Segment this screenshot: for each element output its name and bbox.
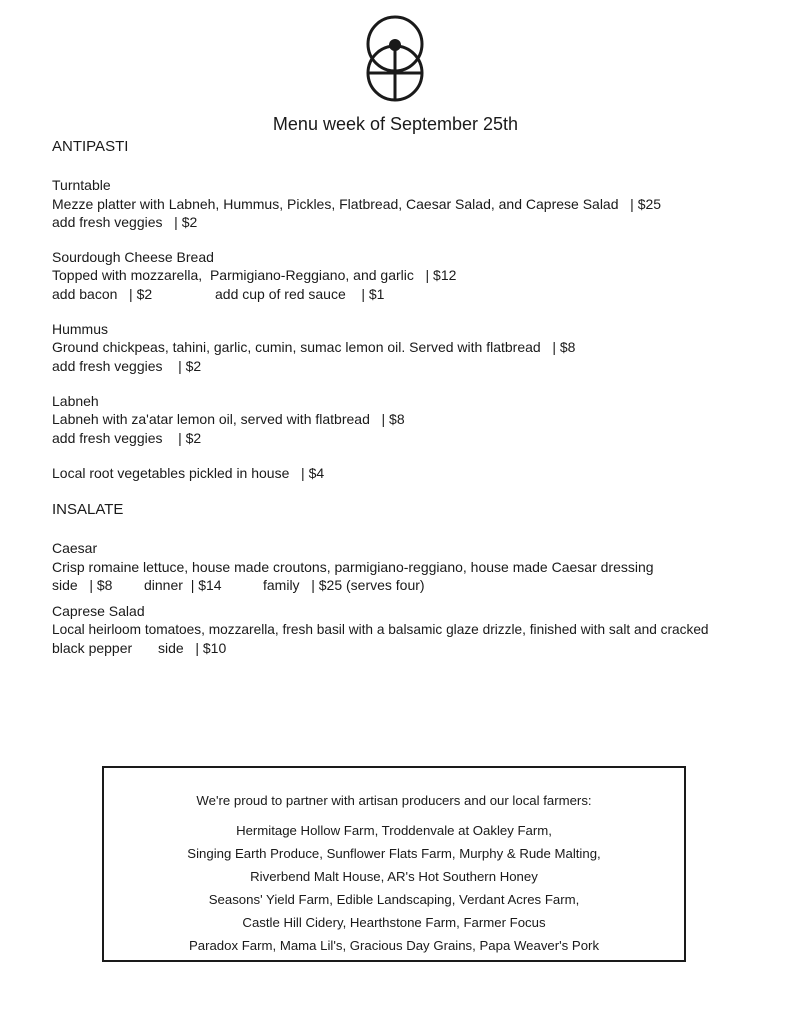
- menu-item-labneh: [52, 392, 772, 447]
- partners-box: [102, 766, 686, 962]
- item-description: Labneh with za'atar lemon oil, served with flatbread | $8: [52, 411, 405, 428]
- price-side: side | $8: [52, 577, 113, 594]
- item-addon: add cup of red sauce | $1: [215, 285, 385, 302]
- item-description-tail: black pepper: [52, 639, 133, 656]
- item-name: Sourdough Cheese Bread: [52, 249, 214, 266]
- item-description: Ground chickpeas, tahini, garlic, cumin, sumac lemon oil. Served with flatbread | $8: [52, 339, 576, 356]
- item-addon: add fresh veggies | $2: [52, 357, 202, 374]
- item-addons: [52, 285, 772, 303]
- section-heading: INSALATE: [52, 501, 124, 519]
- partners-line: Riverbend Malt House, AR's Hot Southern Honey: [250, 869, 538, 884]
- partners-line: Singing Earth Produce, Sunflower Flats Farm, Murphy & Rude Malting,: [187, 846, 601, 861]
- menu-item-pickled-vegetables: [52, 464, 772, 482]
- partners-line: Paradox Farm, Mama Lil's, Gracious Day Grains, Papa Weaver's Pork: [188, 938, 600, 953]
- item-addon: add fresh veggies | $2: [52, 213, 198, 230]
- item-description: Local heirloom tomatoes, mozzarella, fresh basil with a balsamic glaze drizzle, finished with salt and cracked: [52, 621, 709, 637]
- partners-line: Seasons' Yield Farm, Edible Landscaping, Verdant Acres Farm,: [208, 892, 580, 907]
- section-insalate: [52, 501, 772, 657]
- menu-item-hummus: [52, 320, 772, 375]
- item-addon: add fresh veggies | $2: [52, 429, 202, 446]
- partners-line: Castle Hill Cidery, Hearthstone Farm, Farmer Focus: [242, 915, 546, 930]
- item-description-end: [52, 639, 772, 657]
- section-heading: ANTIPASTI: [52, 138, 129, 155]
- circle-cross-logo-icon: [360, 14, 430, 104]
- item-name: Labneh: [52, 392, 99, 409]
- page-title: Menu week of September 25th: [272, 114, 519, 134]
- item-description: Mezze platter with Labneh, Hummus, Pickles, Flatbread, Caesar Salad, and Caprese Salad | $25: [52, 195, 662, 212]
- partners-line: Hermitage Hollow Farm, Troddenvale at Oakley Farm,: [236, 823, 552, 838]
- item-name: Local root vegetables pickled in house | $4: [52, 464, 325, 481]
- price-dinner: dinner | $14: [144, 577, 222, 594]
- item-name: Turntable: [52, 177, 111, 194]
- menu-item-caesar: [52, 539, 772, 594]
- section-antipasti: [52, 138, 772, 482]
- item-name: Caprese Salad: [52, 603, 145, 620]
- price-side: side | $10: [158, 639, 227, 656]
- item-description: Crisp romaine lettuce, house made croutons, parmigiano-reggiano, house made Caesar dressing: [52, 558, 654, 575]
- item-addon: add bacon | $2: [52, 285, 153, 302]
- price-family: family | $25 (serves four): [263, 577, 425, 594]
- partners-intro: We're proud to partner with artisan producers and our local farmers:: [196, 793, 592, 808]
- item-prices: [52, 576, 772, 594]
- menu-item-turntable: [52, 176, 772, 231]
- item-name: Hummus: [52, 321, 109, 338]
- item-name: Caesar: [52, 540, 98, 557]
- menu-item-sourdough-cheese-bread: [52, 248, 772, 303]
- menu-item-caprese-salad: [52, 602, 772, 657]
- menu-content: [52, 136, 772, 657]
- item-description: Topped with mozzarella, Parmigiano-Reggiano, and garlic | $12: [52, 267, 457, 284]
- partners-list: [104, 819, 684, 957]
